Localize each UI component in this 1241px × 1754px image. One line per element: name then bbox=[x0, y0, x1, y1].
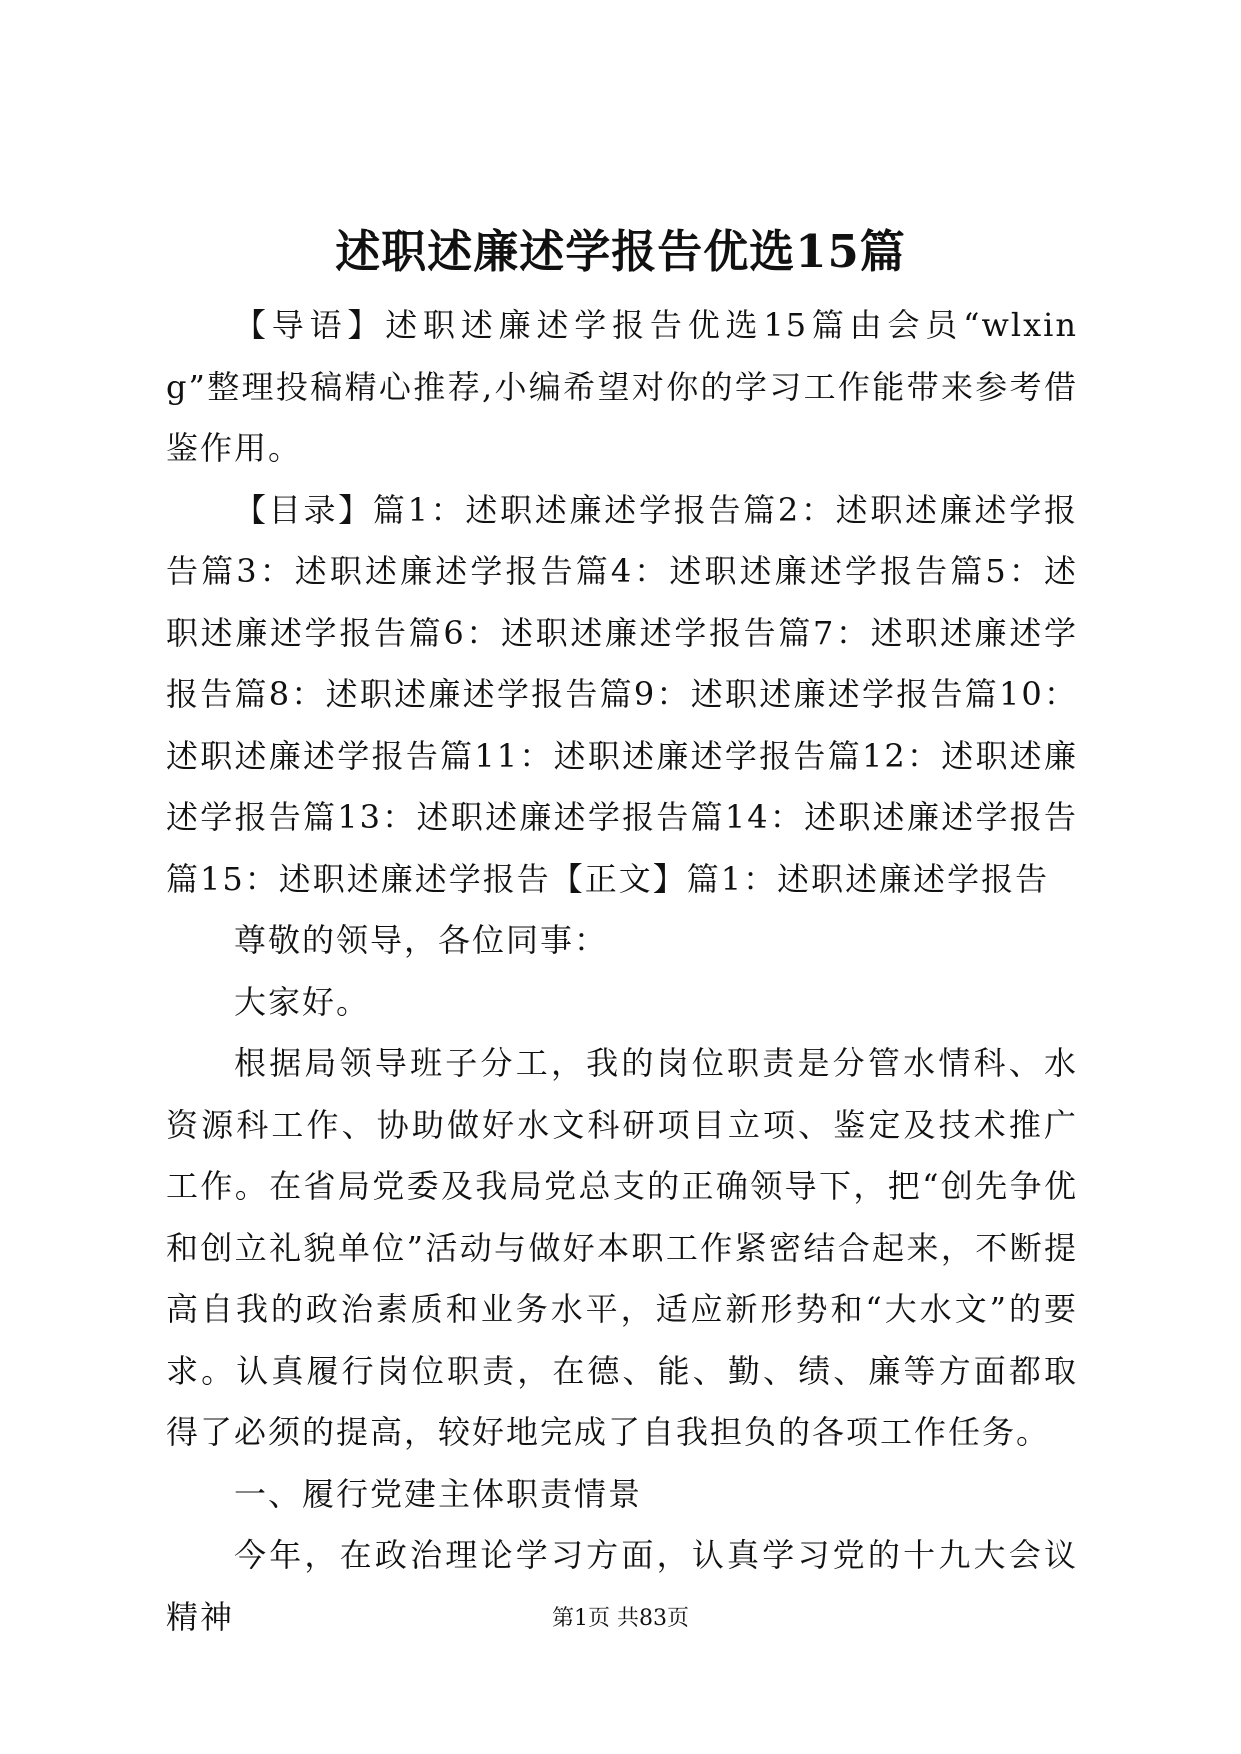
body-paragraph: 根据局领导班子分工，我的岗位职责是分管水情科、水资源科工作、协助做好水文科研项目立项、鉴定及技术推广工作。在省局党委及我局党总支的正确领导下，把“创先争优和创立礼貌单位”活动与做好本职工作紧密结合起来，不断提高自我的政治素质和业务水平，适应新形势和“大水文”的要求。认真履行岗位职责，在德、能、勤、绩、廉等方面都取得了必须的提高，较好地完成了自我担负的各项工作任务。 bbox=[166, 1044, 1078, 1451]
document-body bbox=[166, 295, 1078, 1648]
salutation-paragraph: 尊敬的领导，各位同事： bbox=[234, 921, 609, 959]
section-heading: 一、履行党建主体职责情景 bbox=[234, 1474, 643, 1513]
greeting-paragraph: 大家好。 bbox=[234, 982, 371, 1021]
intro-paragraph: 【导语】述职述廉述学报告优选15篇由会员“wlxing”整理投稿精心推荐,小编希望对你的学习工作能带来参考借鉴作用。 bbox=[166, 306, 1078, 467]
table-of-contents-paragraph: 【目录】篇1：述职述廉述学报告篇2：述职述廉述学报告篇3：述职述廉述学报告篇4：述职述廉述学报告篇5：述职述廉述学报告篇6：述职述廉述学报告篇7：述职述廉述学报告篇8：述职述廉述学报告篇9：述职述廉述学报告篇10：述职述廉述学报告篇11：述职述廉述学报告篇12：述职述廉述学报告篇13：述职述廉述学报告篇14：述职述廉述学报告篇15：述职述廉述学报告【正文】篇1：述职述廉述学报告 bbox=[166, 490, 1078, 898]
page-footer: 第1页 共83页 bbox=[552, 1606, 689, 1631]
body-paragraph: 今年，在政治理论学习方面，认真学习党的十九大会议精神 bbox=[166, 1536, 1078, 1636]
document-title: 述职述廉述学报告优选15篇 bbox=[335, 225, 906, 278]
